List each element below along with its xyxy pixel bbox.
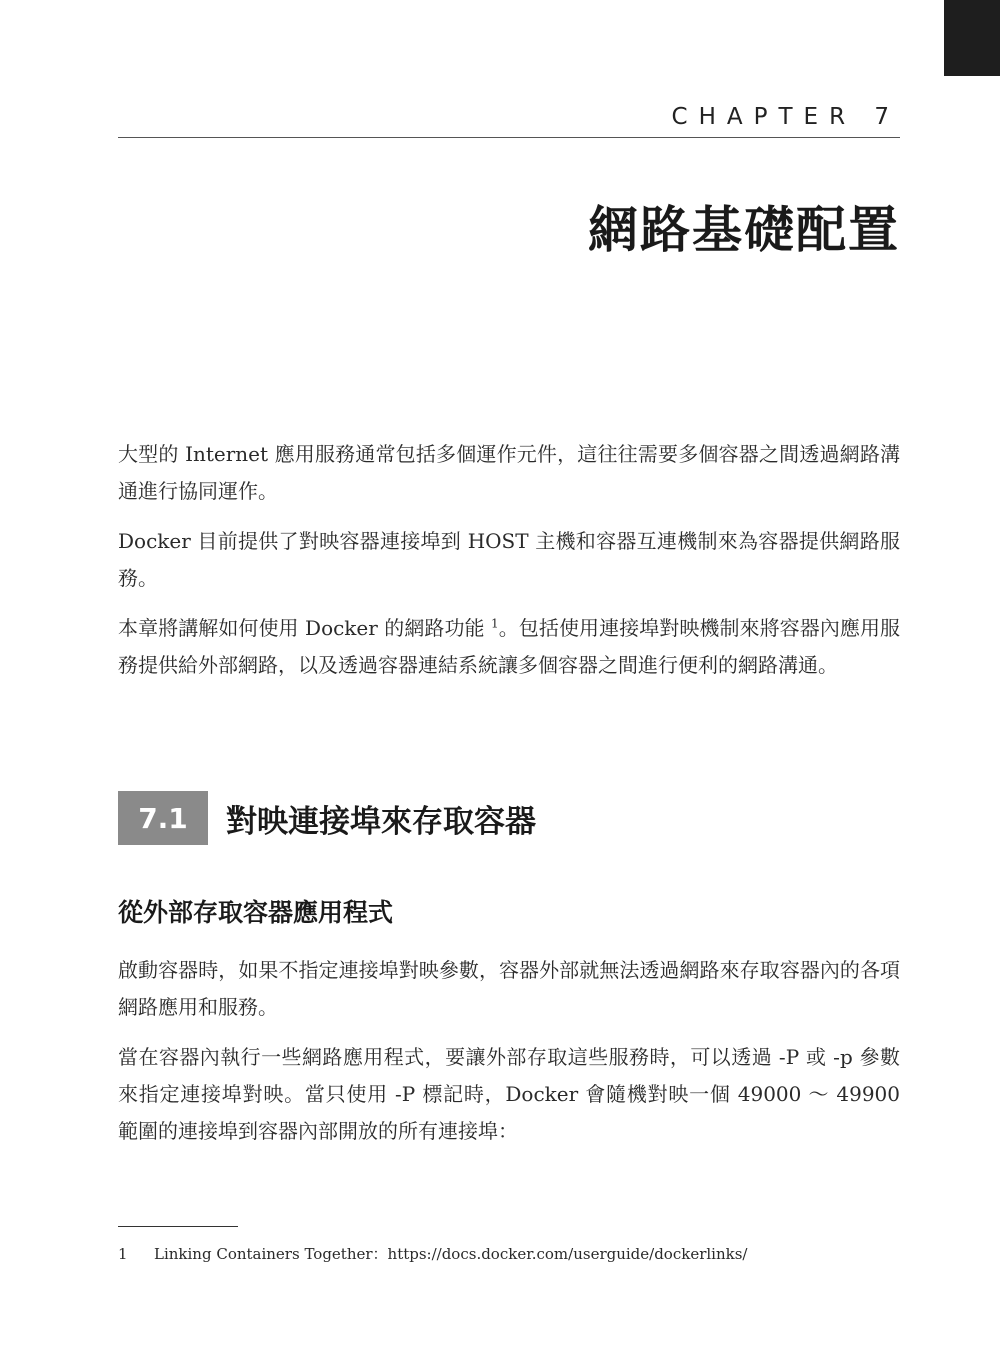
intro-paragraph-1: 大型的 Internet 應用服務通常包括多個運作元件，這往往需要多個容器之間透過網路溝通進行協同運作。	[118, 442, 900, 503]
intro-paragraph-3-end: 。包括使用連接埠對映機制來將容器內應用服務提供給外部網路，以及透過容器連結系統讓多個容器之間進行便利的網路溝通。	[118, 616, 901, 677]
intro-paragraph-3	[118, 610, 900, 684]
subsection-title: 從外部存取容器應用程式	[118, 898, 394, 927]
footnote-divider	[118, 1226, 238, 1227]
footnote-text[interactable]: Linking Containers Together：https://docs.docker.com/userguide/dockerlinks/	[154, 1245, 748, 1263]
section-heading	[118, 791, 536, 845]
footnote-number: 1	[118, 1245, 128, 1263]
section-number-badge: 7.1	[118, 791, 208, 845]
chapter-label: CHAPTER 7	[671, 104, 900, 130]
intro-paragraph-2: Docker 目前提供了對映容器連接埠到 HOST 主機和容器互連機制來為容器提供網路服務。	[118, 529, 900, 590]
footnote-reference[interactable]: 1	[491, 616, 499, 631]
footnote	[118, 1243, 747, 1264]
subsection-paragraph-1: 啟動容器時，如果不指定連接埠對映參數，容器外部就無法透過網路來存取容器內的各項網路應用和服務。	[118, 958, 900, 1019]
intro-paragraph-3-start: 本章將講解如何使用 Docker 的網路功能	[118, 616, 485, 640]
subsection-paragraph-2: 當在容器內執行一些網路應用程式，要讓外部存取這些服務時，可以透過 -P 或 -p 參數來指定連接埠對映。當只使用 -P 標記時，Docker 會隨機對映一個 49000 ～ 49900 範圍的連接埠到容器內部開放的所有連接埠：	[118, 1045, 900, 1143]
chapter-thumb-tab	[944, 0, 1000, 76]
section-title: 對映連接埠來存取容器	[226, 803, 536, 840]
chapter-divider	[118, 137, 900, 138]
chapter-title: 網路基礎配置	[588, 201, 900, 259]
